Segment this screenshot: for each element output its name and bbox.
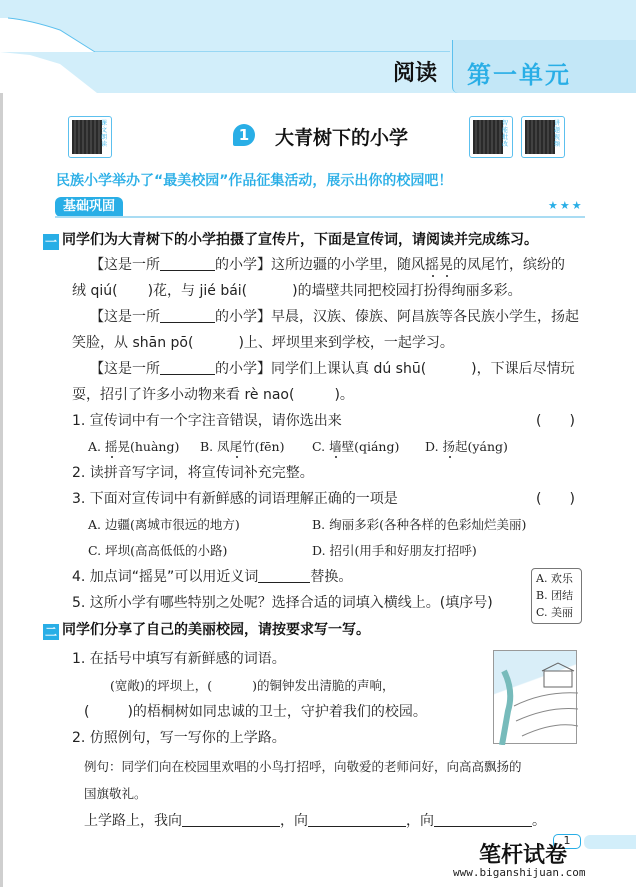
fill-blank[interactable]	[160, 257, 215, 271]
option-a[interactable]: A. 摇晃(huàng)	[88, 439, 180, 454]
fill-blank[interactable]	[258, 569, 310, 583]
example-line2: 国旗敬礼。	[84, 786, 147, 801]
paragraph-1-line1: 【这是一所 的小学】这所边疆的小学里，随风摇晃的凤尾竹，缤纷的	[90, 257, 565, 273]
paragraph-2-line1: 【这是一所 的小学】早晨，汉族、傣族、阿昌族等各民族小学生，扬起	[90, 309, 579, 325]
page-bar	[584, 835, 636, 849]
lesson-title: 大青树下的小学	[275, 127, 409, 149]
paragraph-1-line2: 绒 qiú( )花，与 jié bái( )的墙壁共同把校园打扮得绚丽多彩。	[72, 283, 522, 299]
fill-blank[interactable]	[160, 361, 215, 375]
qr-code-icon	[525, 120, 555, 154]
option-d[interactable]: D. 扬起(yáng)	[425, 439, 508, 454]
option-d[interactable]: D. 招引(用手和好朋友打招呼)	[312, 543, 477, 558]
option-a[interactable]: A. 边疆(离城市很远的地方)	[88, 517, 240, 532]
word-box: A. 欢乐 B. 团结 C. 美丽	[531, 568, 582, 624]
question-text: 同学们为大青树下的小学拍摄了宣传片，下面是宣传词，请阅读并完成练习。	[62, 232, 538, 248]
q2-item-1: 1. 在括号中填写有新鲜感的词语。	[72, 651, 286, 667]
q2-item-2: 2. 仿照例句，写一写你的上学路。	[72, 730, 286, 746]
item-1: 1. 宣传词中有一个字注音错误，请你选出来	[72, 413, 342, 429]
qr-label: 讲题视频	[554, 120, 561, 148]
item-5: 5. 这所小学有哪些特别之处呢？选择合适的词填入横线上。(填序号)	[72, 595, 493, 611]
q2-item-1-line2: ( )的梧桐树如同忠诚的卫士，守护着我们的校园。	[84, 704, 427, 720]
option-c[interactable]: C. 坪坝(高高低低的小路)	[88, 543, 228, 558]
qr-code-icon	[473, 120, 503, 154]
fill-blank[interactable]	[308, 813, 406, 827]
lesson-number: 1	[233, 124, 255, 146]
question-marker: 二	[44, 625, 57, 639]
qr-code-video[interactable]	[521, 116, 565, 158]
fill-blank[interactable]	[160, 309, 215, 323]
paragraph-3-line2: 耍，招引了许多小动物来看 rè nao( )。	[72, 387, 354, 403]
watermark-logo: 笔杆试卷	[479, 843, 568, 868]
answer-line: 上学路上，我向 ，向 ，向 。	[84, 813, 546, 829]
question-text: 同学们分享了自己的美丽校园，请按要求写一写。	[62, 622, 370, 638]
section-title: 阅读	[393, 61, 438, 86]
option-b[interactable]: B. 凤尾竹(fēn)	[200, 439, 285, 454]
item-4: 4. 加点词“摇晃”可以用近义词 替换。	[72, 569, 353, 585]
campus-illustration	[493, 650, 577, 744]
difficulty-stars: ★★★	[548, 199, 584, 212]
example-line1: 例句：同学们向在校园里欢唱的小鸟打招呼，向敬爱的老师问好，向高高飘扬的	[84, 759, 522, 774]
q2-item-1-line1: (宽敞)的坪坝上，( )的铜钟发出清脆的声响，	[110, 678, 395, 693]
paragraph-2-line2: 笑脸，从 shān pō( )上、坪坝里来到学校，一起学习。	[72, 335, 454, 351]
intro-text: 民族小学举办了“最美校园”作品征集活动，展示出你的校园吧！	[56, 173, 453, 189]
answer-paren[interactable]: ( )	[536, 491, 575, 507]
question-marker: 一	[44, 235, 57, 249]
page-number: 1	[553, 834, 581, 849]
qr-code-reading[interactable]	[68, 116, 112, 158]
page-edge	[0, 0, 3, 887]
watermark-url: www.biganshijuan.com	[453, 866, 586, 879]
item-3: 3. 下面对宣传词中有新鲜感的词语理解正确的一项是	[72, 491, 398, 507]
fill-blank[interactable]	[182, 813, 280, 827]
qr-label: 智能批改	[502, 120, 509, 148]
section-header: 基础巩固	[55, 197, 123, 217]
item-2: 2. 读拼音写字词，将宣传词补充完整。	[72, 465, 314, 481]
qr-label: 课文朗读	[101, 120, 108, 148]
unit-title: 第一单元	[467, 61, 571, 89]
paragraph-3-line1: 【这是一所 的小学】同学们上课认真 dú shū( )，下课后尽情玩	[90, 361, 575, 377]
qr-code-icon	[72, 120, 102, 154]
fill-blank[interactable]	[434, 813, 532, 827]
option-c[interactable]: C. 墙壁(qiáng)	[312, 439, 400, 454]
question-1-title	[43, 229, 538, 250]
answer-paren[interactable]: ( )	[536, 413, 575, 429]
qr-code-grading[interactable]	[469, 116, 513, 158]
option-b[interactable]: B. 绚丽多彩(各种各样的色彩灿烂美丽)	[312, 517, 527, 532]
section-divider	[55, 216, 585, 218]
question-2-title	[43, 619, 370, 640]
